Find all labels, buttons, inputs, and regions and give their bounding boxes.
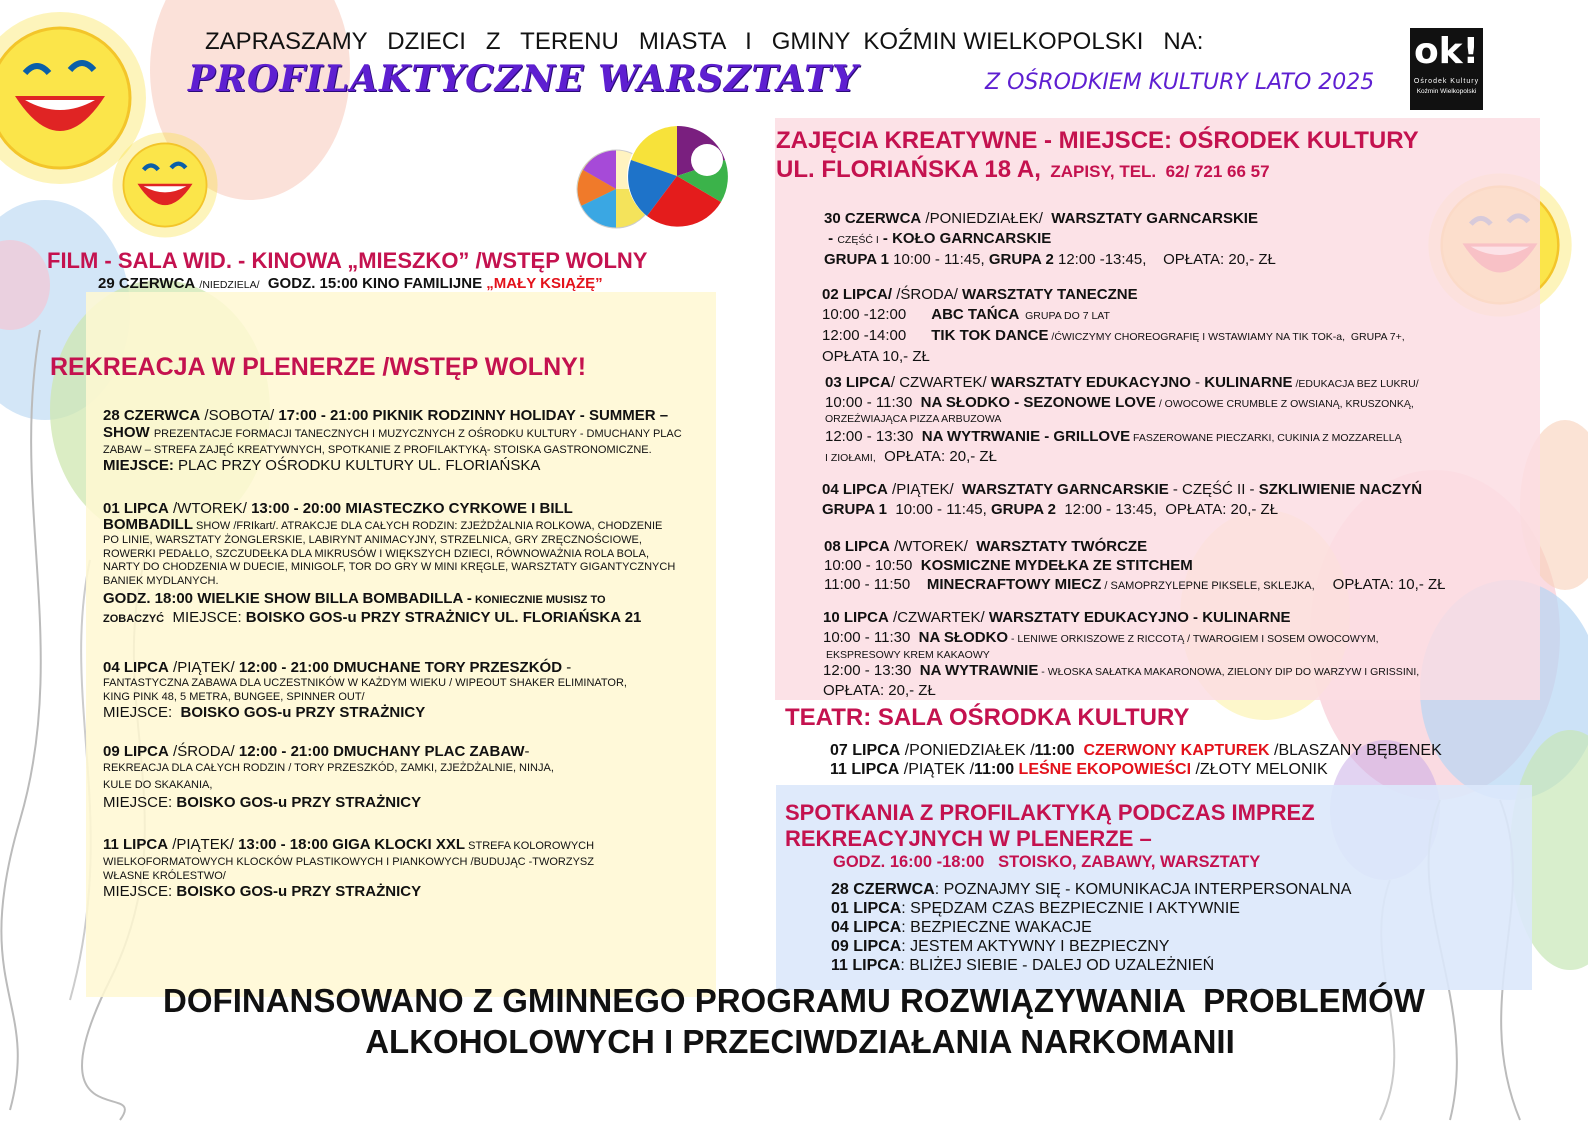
spotkania-date: 09 LIPCA (831, 938, 902, 955)
teatr-play: CZERWONY KAPTUREK (1074, 742, 1270, 759)
event-date: 11 LIPCA (103, 836, 169, 853)
workshop-note: ORZEŹWIAJĄCA PIZZA ARBUZOWA (825, 413, 1002, 425)
event-day: /PIĄTEK/ (168, 659, 239, 676)
workshop-time: 12:00 - 13:30 (825, 428, 922, 445)
event-desc: KULE DO SKAKANIA, (103, 779, 213, 791)
kreatywne-address: UL. FLORIAŃSKA 18 A, (776, 156, 1041, 183)
workshop-time: 10:00 - 11:30 (825, 393, 921, 411)
workshop-title: WARSZTATY GARNCARSKIE (1051, 210, 1258, 227)
spotkania-date: 04 LIPCA (831, 919, 902, 936)
event-desc: SHOW /FRIkart/. ATRAKCJE DLA CAŁYCH RODZIN: ZJEŻDŻALNIA ROLKOWA, CHODZENIE (193, 520, 663, 532)
kreatywne-phone: ZAPISY, TEL. 62/ 721 66 57 (1040, 162, 1270, 181)
event-title: BOMBADILL (103, 516, 193, 533)
event-must: ZOBACZYĆ (103, 613, 165, 625)
workshop-name: NA WYTRAWNIE (919, 662, 1039, 679)
smiling-sun-icon (110, 130, 220, 240)
event-must: KONIECZNIE MUSISZ TO (471, 594, 606, 606)
workshop-taneczne (822, 285, 1405, 367)
spotkania-text: : BEZPIECZNE WAKACJE (901, 919, 1092, 936)
event-desc: NARTY DO CHODZENIA W DUECIE, MINIGOLF, TOR DO GRY W MINI KRĘGLE, WARSZTATY GIGANTYCZNYCH (103, 561, 676, 573)
kreatywne-heading: ZAJĘCIA KREATYWNE - MIEJSCE: OŚRODEK KULTURY (776, 127, 1419, 154)
event-desc: BANIEK MYDLANYCH. (103, 574, 219, 587)
workshop-part-small: CZĘŚĆ I (837, 233, 879, 246)
event-title: 13:00 - 20:00 MIASTECZKO CYRKOWE I BILL (251, 500, 573, 517)
event-date: 09 LIPCA (103, 743, 169, 760)
film-movie: „MAŁY KSIĄŻĘ” (486, 275, 603, 292)
spotkania-hours: GODZ. 16:00 -18:00 STOISKO, ZABAWY, WARSZTATY (833, 853, 1261, 871)
workshop-date: 04 LIPCA (822, 481, 888, 498)
beach-ball-icon (625, 120, 730, 230)
spotkania-date: 01 LIPCA (831, 900, 902, 917)
teatr-date: 11 LIPCA (830, 761, 900, 778)
workshop-day: /WTOREK/ (889, 538, 977, 555)
teatr-time: 11:00 (1034, 742, 1075, 759)
teatr-date: 07 LIPCA (830, 742, 901, 759)
event-desc: KING PINK 48, 5 METRA, BUNGEE, SPINNER OUT/ (103, 691, 365, 703)
workshop-time: 12:00 - 13:30 (823, 662, 920, 679)
event-tory (103, 659, 743, 721)
workshop-group: GRUPA 2 (988, 251, 1054, 268)
workshop-name: NA WYTRWANIE - GRILLOVE (921, 428, 1131, 445)
workshop-garncarskie-1 (824, 209, 1276, 270)
event-dash: - (524, 743, 530, 760)
event-title: 13:00 - 18:00 GIGA KLOCKI XXL (238, 836, 466, 853)
logo (1410, 28, 1483, 110)
event-date: 01 LIPCA (103, 500, 169, 517)
spotkania-item (831, 880, 1351, 899)
event-day: /PIĄTEK/ (168, 836, 239, 853)
spotkania-item (831, 899, 1351, 918)
workshop-date: 30 CZERWCA (824, 210, 922, 227)
film-details (98, 275, 603, 292)
event-show: GODZ. 18:00 WIELKIE SHOW BILLA BOMBADILLA - (103, 590, 472, 607)
workshop-note: - LENIWE ORKISZOWE Z RICCOTĄ / TWAROGIEM I SOSEM OWOCOWYM, (1008, 632, 1379, 645)
workshop-name: MINECRAFTOWY MIECZ (926, 576, 1102, 593)
workshop-title: WARSZTATY TWÓRCZE (976, 538, 1148, 555)
workshop-group-time: 10:00 - 11:45, (887, 501, 991, 518)
event-date: 28 CZERWCA (103, 407, 201, 424)
spotkania-text: : BLIŻEJ SIEBIE - DALEJ OD UZALEŻNIEŃ (900, 957, 1215, 974)
event-desc: ROWERKI PEDAŁLO, SZCZUDEŁKA DLA MIKRUSÓW I WIĘKSZYCH DZIECI, RÓWNOWAŻNIA ROLA BOLA, (103, 547, 650, 560)
event-day: /ŚRODA/ (168, 743, 239, 760)
event-dash: - (562, 659, 572, 676)
event-place: BOISKO GOS-u PRZY STRAŻNICY (180, 704, 426, 721)
teatr-item (830, 760, 1442, 779)
workshop-time: 10:00 -12:00 (822, 306, 932, 323)
event-desc: REKREACJA DLA CAŁYCH RODZIN / TORY PRZESZKÓD, ZAMKI, ZJEŻDŻALNIE, NINJA, (103, 762, 554, 774)
teatr-heading: TEATR: SALA OŚRODKA KULTURY (785, 704, 1190, 731)
event-plac-zabaw (103, 743, 743, 811)
workshop-group: GRUPA 1 (824, 251, 890, 268)
workshop-note: I ZIOŁAMI, (825, 451, 876, 464)
workshop-garncarskie-2 (822, 480, 1422, 520)
workshop-note: GRUPA DO 7 LAT (1019, 310, 1110, 322)
spotkania-text: : SPĘDZAM CZAS BEZPIECZNIE I AKTYWNIE (901, 900, 1240, 917)
spotkania-item (831, 956, 1351, 975)
event-date: 04 LIPCA (103, 659, 169, 676)
event-title: 12:00 - 21:00 DMUCHANY PLAC ZABAW (238, 743, 525, 760)
event-desc: PO LINIE, WARSZTATY ŻONGLERSKIE, LABIRYNT ANIMACYJNY, STRZELNICA, GRY ZRĘCZNOŚCIOWE, (103, 534, 642, 546)
event-day: /SOBOTA/ (200, 407, 279, 424)
workshop-tworcze (824, 537, 1446, 596)
event-place-label: MIEJSCE: (103, 704, 181, 721)
workshop-kulinarne-2 (823, 609, 1419, 699)
workshop-fee: OPŁATA: 20,- ZŁ (823, 681, 936, 699)
page-subtitle: Z OŚRODKIEM KULTURY LATO 2025 (985, 70, 1375, 95)
event-place: PLAC PRZY OŚRODKU KULTURY UL. FLORIAŃSKA (173, 457, 541, 474)
film-time: GODZ. 15:00 KINO FAMILIJNE (267, 275, 483, 292)
workshop-note: / OWOCOWE CRUMBLE Z OWSIANĄ, KRUSZONKĄ, (1155, 397, 1414, 410)
teatr-day: /PONIEDZIAŁEK / (900, 742, 1035, 759)
workshop-day: /ŚRODA/ (892, 286, 963, 303)
workshop-time: 11:00 - 11:50 (824, 576, 927, 593)
workshop-part: - (824, 229, 838, 247)
workshop-time: 10:00 - 10:50 (824, 557, 921, 574)
teatr-day: /PIĄTEK / (899, 761, 975, 778)
workshop-group-time: 12:00 -13:45, OPŁATA: 20,- ZŁ (1053, 251, 1276, 268)
event-klocki (103, 836, 743, 900)
workshop-note: EKSPRESOWY KREM KAKAOWY (826, 649, 990, 661)
workshop-time: 10:00 - 11:30 (823, 628, 919, 646)
workshop-day: /PONIEDZIAŁEK/ (921, 210, 1052, 227)
event-place-label: MIEJSCE: (103, 883, 177, 900)
spotkania-date: 28 CZERWCA (831, 881, 935, 898)
teatr-group: /BLASZANY BĘBENEK (1269, 742, 1442, 759)
workshop-kulinarne-1 (825, 374, 1419, 467)
teatr-item (830, 741, 1442, 760)
workshop-note: - WŁOSKA SAŁATKA MAKARONOWA, ZIELONY DIP DO WARZYW I GRISSINI, (1038, 666, 1420, 678)
event-piknik (103, 407, 743, 474)
workshop-note: /EDUKACJA BEZ LUKRU/ (1292, 378, 1419, 390)
workshop-group-time: 12:00 - 13:45, OPŁATA: 20,- ZŁ (1056, 501, 1279, 518)
event-title: SHOW (103, 424, 150, 441)
workshop-dash: - (1190, 374, 1205, 391)
workshop-note: / SAMOPRZYLEPNE PIKSELE, SKLEJKA, (1101, 580, 1315, 592)
workshop-date: 03 LIPCA (825, 374, 891, 391)
event-place: BOISKO GOS-u PRZY STRAŻNICY (176, 883, 422, 900)
event-cyrk (103, 500, 743, 628)
workshop-date: 08 LIPCA (824, 538, 890, 555)
teatr-list (830, 741, 1442, 779)
page-title: PROFILAKTYCZNE WARSZTATY (188, 58, 859, 100)
event-place: BOISKO GOS-u PRZY STRAŻNICY UL. FLORIAŃSKA 21 (245, 609, 642, 626)
workshop-part2: - KOŁO GARNCARSKIE (878, 229, 1052, 247)
event-desc: ZABAW – STREFA ZAJĘĆ KREATYWNYCH, SPOTKANIE Z PROFILAKTYKĄ- STOISKA GASTRONOMICZNE. (103, 444, 652, 456)
workshop-fee: OPŁATA: 20,- ZŁ (875, 447, 997, 465)
spotkania-list (831, 880, 1351, 975)
workshop-name: ABC TAŃCA (931, 306, 1020, 323)
teatr-time: 11:00 (974, 761, 1015, 778)
event-day: /WTOREK/ (168, 500, 252, 517)
workshop-group: GRUPA 2 (990, 501, 1056, 518)
workshop-group-time: 10:00 - 11:45, (889, 251, 989, 268)
workshop-fee: OPŁATA: 10,- ZŁ (1332, 576, 1446, 593)
workshop-title: WARSZTATY EDUKACYJNO (990, 374, 1191, 391)
film-date: 29 CZERWCA (98, 275, 196, 292)
event-place-label: MIEJSCE: (103, 794, 177, 811)
logo-sub: Ośrodek Kultury (1413, 78, 1480, 85)
spotkania-item (831, 937, 1351, 956)
film-heading: FILM - SALA WID. - KINOWA „MIESZKO” /WSTĘP WOLNY (47, 248, 648, 273)
logo-city: Koźmin Wielkopolski (1416, 88, 1477, 95)
event-desc: WŁASNE KRÓLESTWO/ (103, 870, 226, 882)
event-desc: STREFA KOLOROWYCH (465, 840, 595, 852)
footer-line-2: ALKOHOLOWYCH I PRZECIWDZIAŁANIA NARKOMANII (365, 1023, 1235, 1060)
teatr-group: /ZŁOTY MELONIK (1191, 761, 1328, 778)
teatr-play: LEŚNE EKOPOWIEŚCI (1014, 761, 1192, 778)
spotkania-heading: SPOTKANIA Z PROFILAKTYKĄ PODCZAS IMPREZ (785, 800, 1315, 825)
spotkania-text: : JESTEM AKTYWNY I BEZPIECZNY (901, 938, 1170, 955)
workshop-title: WARSZTATY EDUKACYJNO - KULINARNE (988, 609, 1291, 626)
event-title: 17:00 - 21:00 PIKNIK RODZINNY HOLIDAY - SUMMER – (278, 407, 669, 424)
workshop-name: NA SŁODKO (918, 628, 1009, 646)
workshop-day: /PIĄTEK/ (887, 481, 963, 498)
spotkania-date: 11 LIPCA (831, 957, 901, 974)
logo-mark: ok! (1413, 31, 1480, 72)
workshop-day: /CZWARTEK/ (888, 609, 989, 626)
spotkania-text: : POZNAJMY SIĘ - KOMUNIKACJA INTERPERSONALNA (934, 881, 1352, 898)
workshop-fee: OPŁATA 10,- ZŁ (822, 348, 930, 365)
workshop-name: TIK TOK DANCE (931, 327, 1049, 344)
workshop-note: /ĆWICZYMY CHOREOGRAFIĘ I WSTAWIAMY NA TIK TOK-a, GRUPA 7+, (1048, 331, 1405, 343)
workshop-title: SZKLIWIENIE NACZYŃ (1258, 481, 1423, 498)
event-desc: FANTASTYCZNA ZABAWA DLA UCZESTNIKÓW W KAŻDYM WIEKU / WIPEOUT SHAKER ELIMINATOR, (103, 677, 627, 689)
workshop-title: WARSZTATY GARNCARSKIE (962, 481, 1169, 498)
workshop-day: / CZWARTEK/ (890, 374, 991, 391)
spotkania-heading2: REKREACYJNYCH W PLENERZE – (785, 826, 1152, 851)
workshop-group: GRUPA 1 (822, 501, 888, 518)
rekreacja-heading: REKREACJA W PLENERZE /WSTĘP WOLNY! (50, 353, 587, 381)
workshop-title: KULINARNE (1204, 374, 1293, 391)
spotkania-item (831, 918, 1351, 937)
workshop-time: 12:00 -14:00 (822, 327, 932, 344)
workshop-name: KOSMICZNE MYDEŁKA ZE STITCHEM (920, 557, 1193, 574)
workshop-date: 10 LIPCA (823, 609, 889, 626)
event-desc: PREZENTACJE FORMACJI TANECZNYCH I MUZYCZNYCH Z OŚRODKU KULTURY - DMUCHANY PLAC (153, 428, 682, 440)
footer-line-1: DOFINANSOWANO Z GMINNEGO PROGRAMU ROZWIĄZYWANIA PROBLEMÓW (163, 982, 1425, 1019)
event-desc: WIELKOFORMATOWYCH KLOCKÓW PLASTIKOWYCH I PIANKOWYCH /BUDUJĄC -TWORZYSZ (103, 856, 594, 868)
film-day: /NIEDZIELA/ (199, 279, 260, 291)
event-place-label: MIEJSCE: (103, 457, 174, 474)
workshop-name: NA SŁODKO - SEZONOWE LOVE (920, 393, 1156, 411)
workshop-title: WARSZTATY TANECZNE (962, 286, 1138, 303)
invite-text: ZAPRASZAMY DZIECI Z TERENU MIASTA I GMINY KOŹMIN WIELKOPOLSKI NA: (205, 28, 1204, 55)
event-place: BOISKO GOS-u PRZY STRAŻNICY (176, 794, 422, 811)
kreatywne-heading2 (776, 156, 1270, 184)
workshop-date: 02 LIPCA/ (822, 286, 893, 303)
event-title: 12:00 - 21:00 DMUCHANE TORY PRZESZKÓD (238, 659, 563, 676)
workshop-part: - CZĘŚĆ II - (1168, 481, 1259, 498)
workshop-note: FASZEROWANE PIECZARKI, CUKINIA Z MOZZARELLĄ (1130, 432, 1402, 444)
event-place-label: MIEJSCE: (164, 609, 246, 626)
